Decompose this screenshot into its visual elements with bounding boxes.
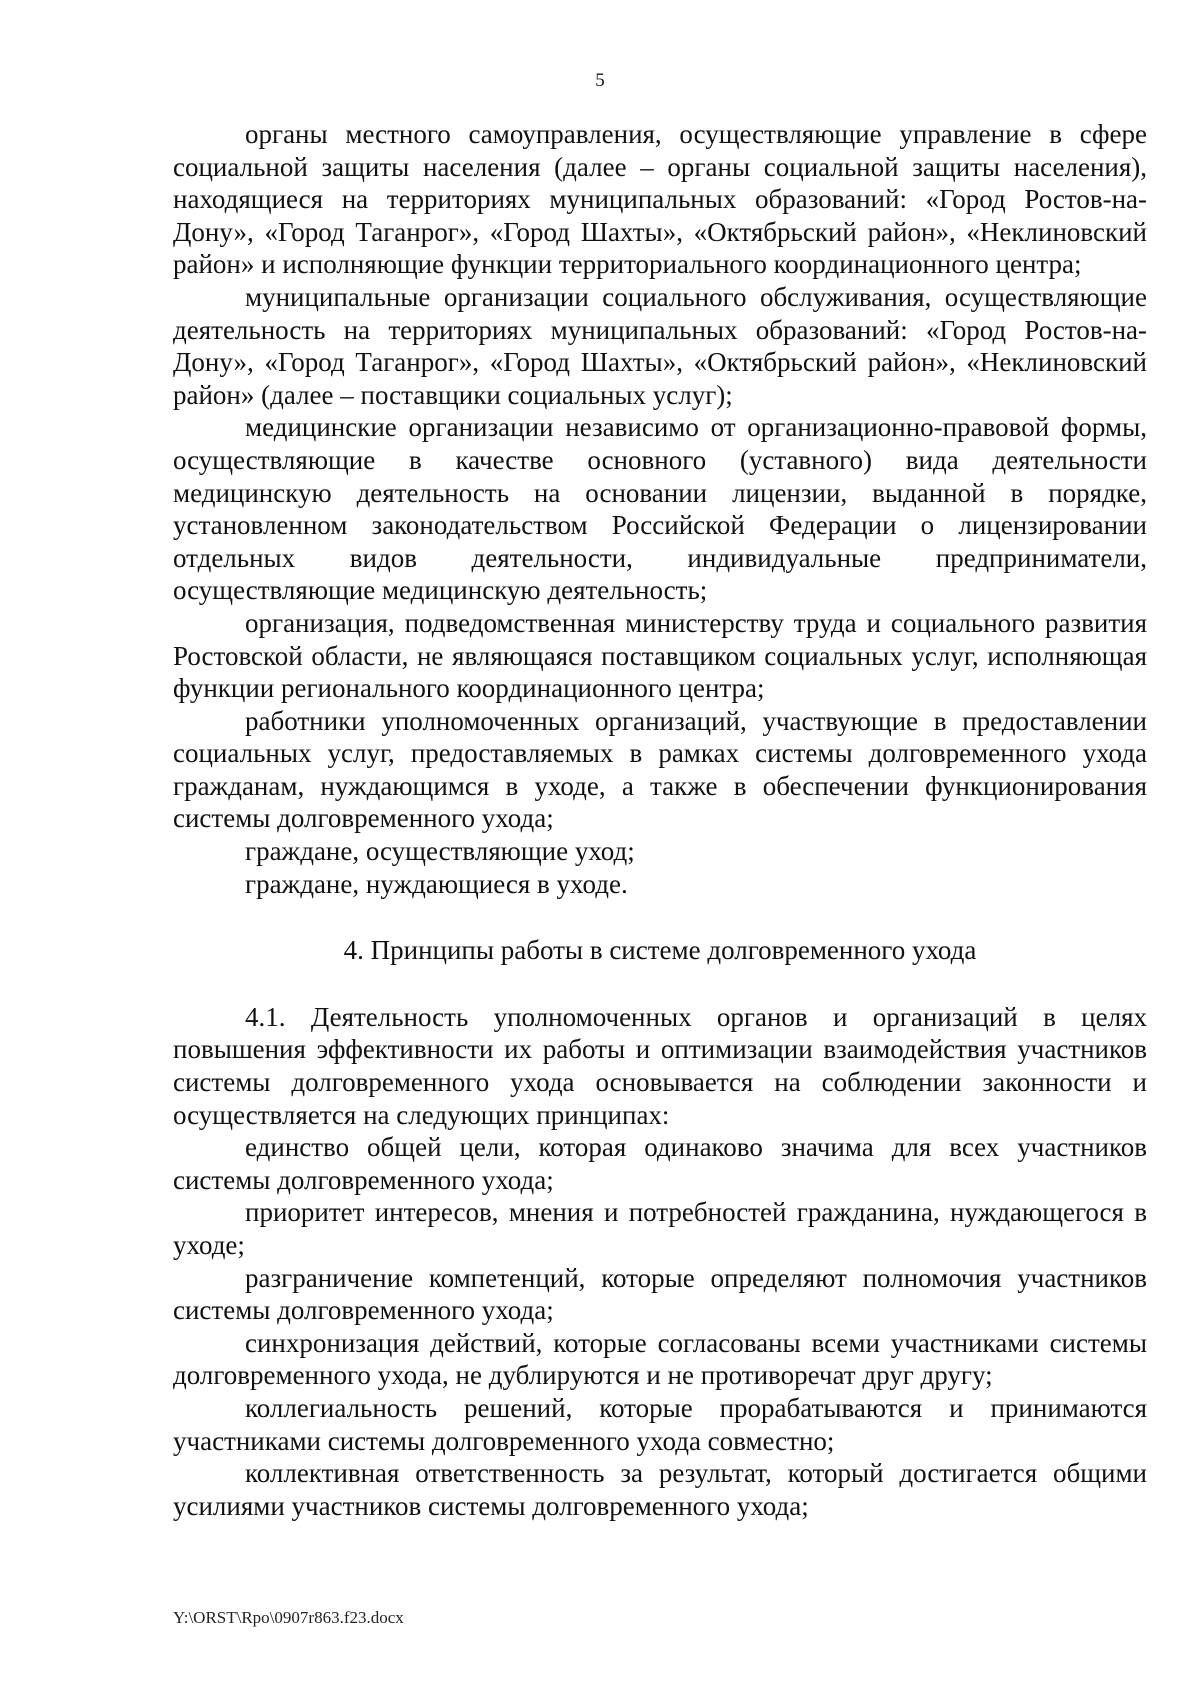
- page-number: 5: [595, 70, 605, 91]
- paragraph-local-authorities: органы местного самоуправления, осуществляющие управление в сфере социальной защиты населения (далее – органы социальной защиты населения), находящиеся на территориях муниципальных образований: «Город Ростов-на-Дону», «Город Таганрог», «Город Шахты», «Октябрьский район», «Неклиновский район» и исполняющие функции территориального координационного центра;: [173, 119, 1147, 280]
- paragraph-medical-organizations: медицинские организации независимо от организационно-правовой формы, осуществляющие в качестве основного (уставного) вида деятельности медицинскую деятельность на основании лицензии, выданной в порядке, установленном законодательством Российской Федерации о лицензировании отдельных видов деятельности, индивидуальные предприниматели, осуществляющие медицинскую деятельность;: [173, 412, 1147, 606]
- paragraph-principle-collegiality: коллегиальность решений, которые прорабатываются и принимаются участниками системы долговременного ухода совместно;: [173, 1392, 1147, 1456]
- paragraph-principle-responsibility: коллективная ответственность за результат, который достигается общими усилиями участников системы долговременного ухода;: [173, 1458, 1147, 1521]
- paragraph-4-1: 4.1. Деятельность уполномоченных органов и организаций в целях повышения эффективности их работы и оптимизации взаимодействия участников системы долговременного ухода основывается на соблюдении законности и осуществляется на следующих принципах:: [173, 1001, 1147, 1130]
- paragraph-principle-competencies: разграничение компетенций, которые определяют полномочия участников системы долговременного ухода;: [173, 1262, 1147, 1326]
- paragraph-regional-organization: организация, подведомственная министерству труда и социального развития Ростовской области, не являющаяся поставщиком социальных услуг, исполняющая функции регионального координационного центра;: [173, 607, 1147, 704]
- paragraph-employees: работники уполномоченных организаций, участвующие в предоставлении социальных услуг, предоставляемых в рамках системы долговременного ухода гражданам, нуждающимся в уходе, а также в обеспечении функционирования системы долговременного ухода;: [173, 705, 1147, 834]
- paragraph-principle-priority: приоритет интересов, мнения и потребностей гражданина, нуждающегося в уходе;: [173, 1197, 1147, 1260]
- paragraph-municipal-organizations: муниципальные организации социального обслуживания, осуществляющие деятельность на территориях муниципальных образований: «Город Ростов-на-Дону», «Город Таганрог», «Город Шахты», «Октябрьский район», «Неклиновский район» (далее – поставщики социальных услуг);: [173, 281, 1147, 410]
- document-body: [173, 118, 1147, 1522]
- paragraph-caregivers: граждане, осуществляющие уход;: [245, 836, 635, 867]
- paragraph-principle-synchronization: синхронизация действий, которые согласованы всеми участниками системы долговременного ухода, не дублируются и не противоречат друг другу;: [173, 1327, 1147, 1391]
- paragraph-principle-unity: единство общей цели, которая одинаково значима для всех участников системы долговременного ухода;: [173, 1132, 1147, 1195]
- footer-file-path: Y:\ORST\Rpo\0907r863.f23.docx: [173, 1608, 404, 1627]
- section-heading: 4. Принципы работы в системе долговременного ухода: [343, 935, 977, 966]
- paragraph-care-recipients: граждане, нуждающиеся в уходе.: [245, 868, 628, 899]
